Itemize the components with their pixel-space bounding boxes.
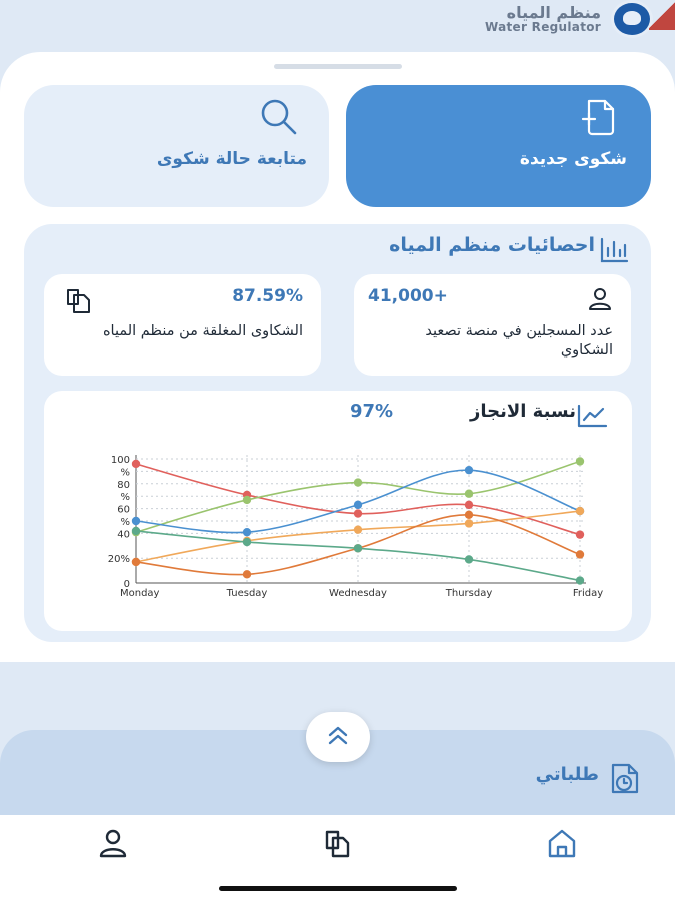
data-point — [465, 466, 473, 474]
nav-profile[interactable] — [93, 825, 133, 865]
x-tick-label: Friday — [572, 588, 604, 599]
y-tick-label: % — [120, 517, 130, 528]
series-line-1 — [136, 464, 580, 535]
nav-requests[interactable] — [317, 825, 357, 865]
copy-files-icon — [320, 826, 354, 864]
stats-panel — [24, 224, 651, 642]
data-point — [132, 460, 140, 468]
double-chevron-up-icon — [326, 724, 350, 750]
bar-chart-icon — [599, 236, 629, 268]
y-tick-label: 60 — [117, 504, 130, 516]
x-tick-label: Tuesday — [226, 588, 268, 599]
search-icon — [257, 97, 301, 141]
scroll-up-button[interactable] — [306, 712, 370, 762]
y-tick-label: 80 — [117, 479, 130, 491]
closed-complaints-card — [44, 274, 321, 376]
my-requests-label: طلباتي — [535, 764, 599, 785]
data-point — [243, 570, 251, 578]
x-tick-label: Thursday — [445, 588, 493, 599]
y-tick-label: 40 — [117, 529, 130, 541]
data-point — [465, 519, 473, 527]
track-complaint-label: متابعة حالة شكوى — [156, 149, 307, 169]
bottom-navigation — [0, 815, 675, 900]
data-point — [243, 528, 251, 536]
data-point — [576, 530, 584, 538]
logo-seal-icon — [611, 0, 653, 38]
data-point — [465, 555, 473, 563]
y-tick-label: 0 — [123, 579, 130, 590]
y-tick-label: % — [120, 492, 130, 504]
registered-users-value: 41,000+ — [368, 286, 448, 306]
sheet-grabber[interactable] — [274, 64, 402, 69]
new-complaint-label: شكوى جديدة — [519, 149, 627, 169]
data-point — [354, 509, 362, 517]
y-tick-label: 100 — [110, 455, 130, 466]
corner-ribbon — [649, 0, 675, 30]
data-point — [354, 478, 362, 486]
data-point — [243, 496, 251, 504]
closed-complaints-description: الشكاوى المغلقة من منظم المياه — [102, 323, 303, 339]
stats-title: احصائيات منظم المياه — [389, 234, 595, 256]
closed-complaints-value: 87.59% — [232, 286, 303, 306]
registered-users-card — [354, 274, 631, 376]
brand-logo — [485, 0, 653, 38]
data-point — [465, 501, 473, 509]
user-icon — [96, 826, 130, 864]
completion-title: نسبة الانجاز — [469, 401, 576, 422]
data-point — [132, 558, 140, 566]
data-point — [243, 538, 251, 546]
data-point — [354, 544, 362, 552]
main-sheet — [0, 52, 675, 662]
data-point — [576, 457, 584, 465]
y-tick-label: % — [120, 467, 130, 479]
logo-english-name: Water Regulator — [485, 20, 601, 34]
data-point — [354, 501, 362, 509]
new-complaint-button[interactable] — [346, 85, 651, 207]
line-chart-icon — [576, 403, 608, 433]
registered-users-description: عدد المسجلين في منصة تصعيد الشكاوي — [425, 323, 613, 358]
home-icon — [545, 826, 579, 864]
data-point — [576, 507, 584, 515]
add-file-icon — [579, 97, 621, 141]
completion-value: 97% — [350, 401, 394, 422]
data-point — [354, 525, 362, 533]
top-header — [0, 0, 675, 50]
completion-line-chart — [44, 391, 632, 631]
y-tick-label: 20% — [107, 554, 130, 566]
data-point — [465, 490, 473, 498]
document-clock-icon — [607, 762, 645, 800]
track-complaint-button[interactable] — [24, 85, 329, 207]
data-point — [576, 550, 584, 558]
completion-chart-card — [44, 391, 632, 631]
data-point — [465, 511, 473, 519]
user-icon — [587, 286, 613, 316]
home-indicator — [219, 886, 457, 891]
nav-home[interactable] — [542, 825, 582, 865]
data-point — [576, 576, 584, 584]
x-tick-label: Monday — [120, 588, 160, 599]
x-tick-label: Wednesday — [329, 588, 387, 599]
data-point — [132, 527, 140, 535]
data-point — [132, 517, 140, 525]
logo-arabic-name: منظم المياه — [506, 3, 601, 22]
copy-files-icon — [64, 286, 94, 318]
